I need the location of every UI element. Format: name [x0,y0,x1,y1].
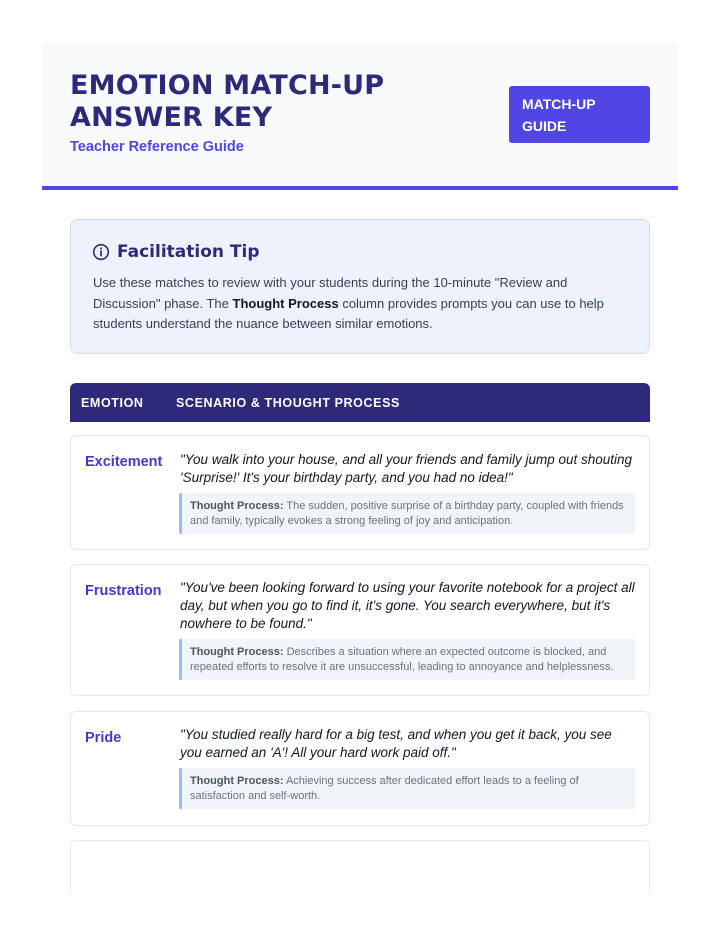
thought-process-note [179,493,635,534]
thought-process-text: Achieving success after dedicated effort leads to a feeling of satisfaction and self-worth. [190,775,579,802]
thought-process-label: Thought Process: [190,775,284,787]
table-row [70,564,650,696]
tip-heading [92,242,260,262]
page-header [42,42,678,190]
table-row [70,840,650,892]
emotion-label: Pride [85,730,122,746]
thought-process-label: Thought Process: [190,646,284,658]
answer-key-page [42,42,678,892]
thought-process-note [179,639,635,680]
guide-badge: MATCH-UP GUIDE [509,86,650,143]
tip-body-text-end: column provides prompts you can use to help students understand the nuance between similar emotions. [93,295,604,331]
thought-process-text: The sudden, positive surprise of a birthday party, coupled with friends and family, typically evokes a strong feeling of joy and anticipation. [190,500,624,527]
tip-body-emphasis: Thought Process [232,295,339,311]
column-header-emotion: EMOTION [81,396,144,410]
scenario-text: "You studied really hard for a big test, and when you get it back, you see you earned an 'A'! All your hard work paid off." [180,727,612,760]
table-header [70,383,650,422]
emotion-label: Excitement [85,454,163,470]
tip-body [93,273,633,335]
page-title: EMOTION MATCH-UP ANSWER KEY [70,70,385,133]
table-row [70,711,650,826]
scenario-text: "You've been looking forward to using your favorite notebook for a project all day, but when you go to find it, it's gone. You search everywhere, but it's nowhere to be found." [180,580,635,631]
scenario-text: "You walk into your house, and all your friends and family jump out shouting 'Surprise!' It's your birthday party, and you had no idea!" [180,452,633,485]
column-header-scenario: SCENARIO & THOUGHT PROCESS [176,396,400,410]
thought-process-text: Describes a situation where an expected outcome is blocked, and repeated efforts to resolve it are unsuccessful, leading to annoyance and helplessness. [190,646,614,673]
thought-process-note [179,768,635,809]
emotion-label: Frustration [85,583,162,599]
facilitation-tip-callout [70,219,650,354]
page-subtitle: Teacher Reference Guide [70,139,244,155]
info-circle-icon [92,243,110,261]
tip-body-text: Use these matches to review with your students during the 10-minute "Review and Discussion" phase. The [93,275,568,311]
tip-title: Facilitation Tip [117,242,260,262]
thought-process-label: Thought Process: [190,500,284,512]
table-row [70,435,650,550]
